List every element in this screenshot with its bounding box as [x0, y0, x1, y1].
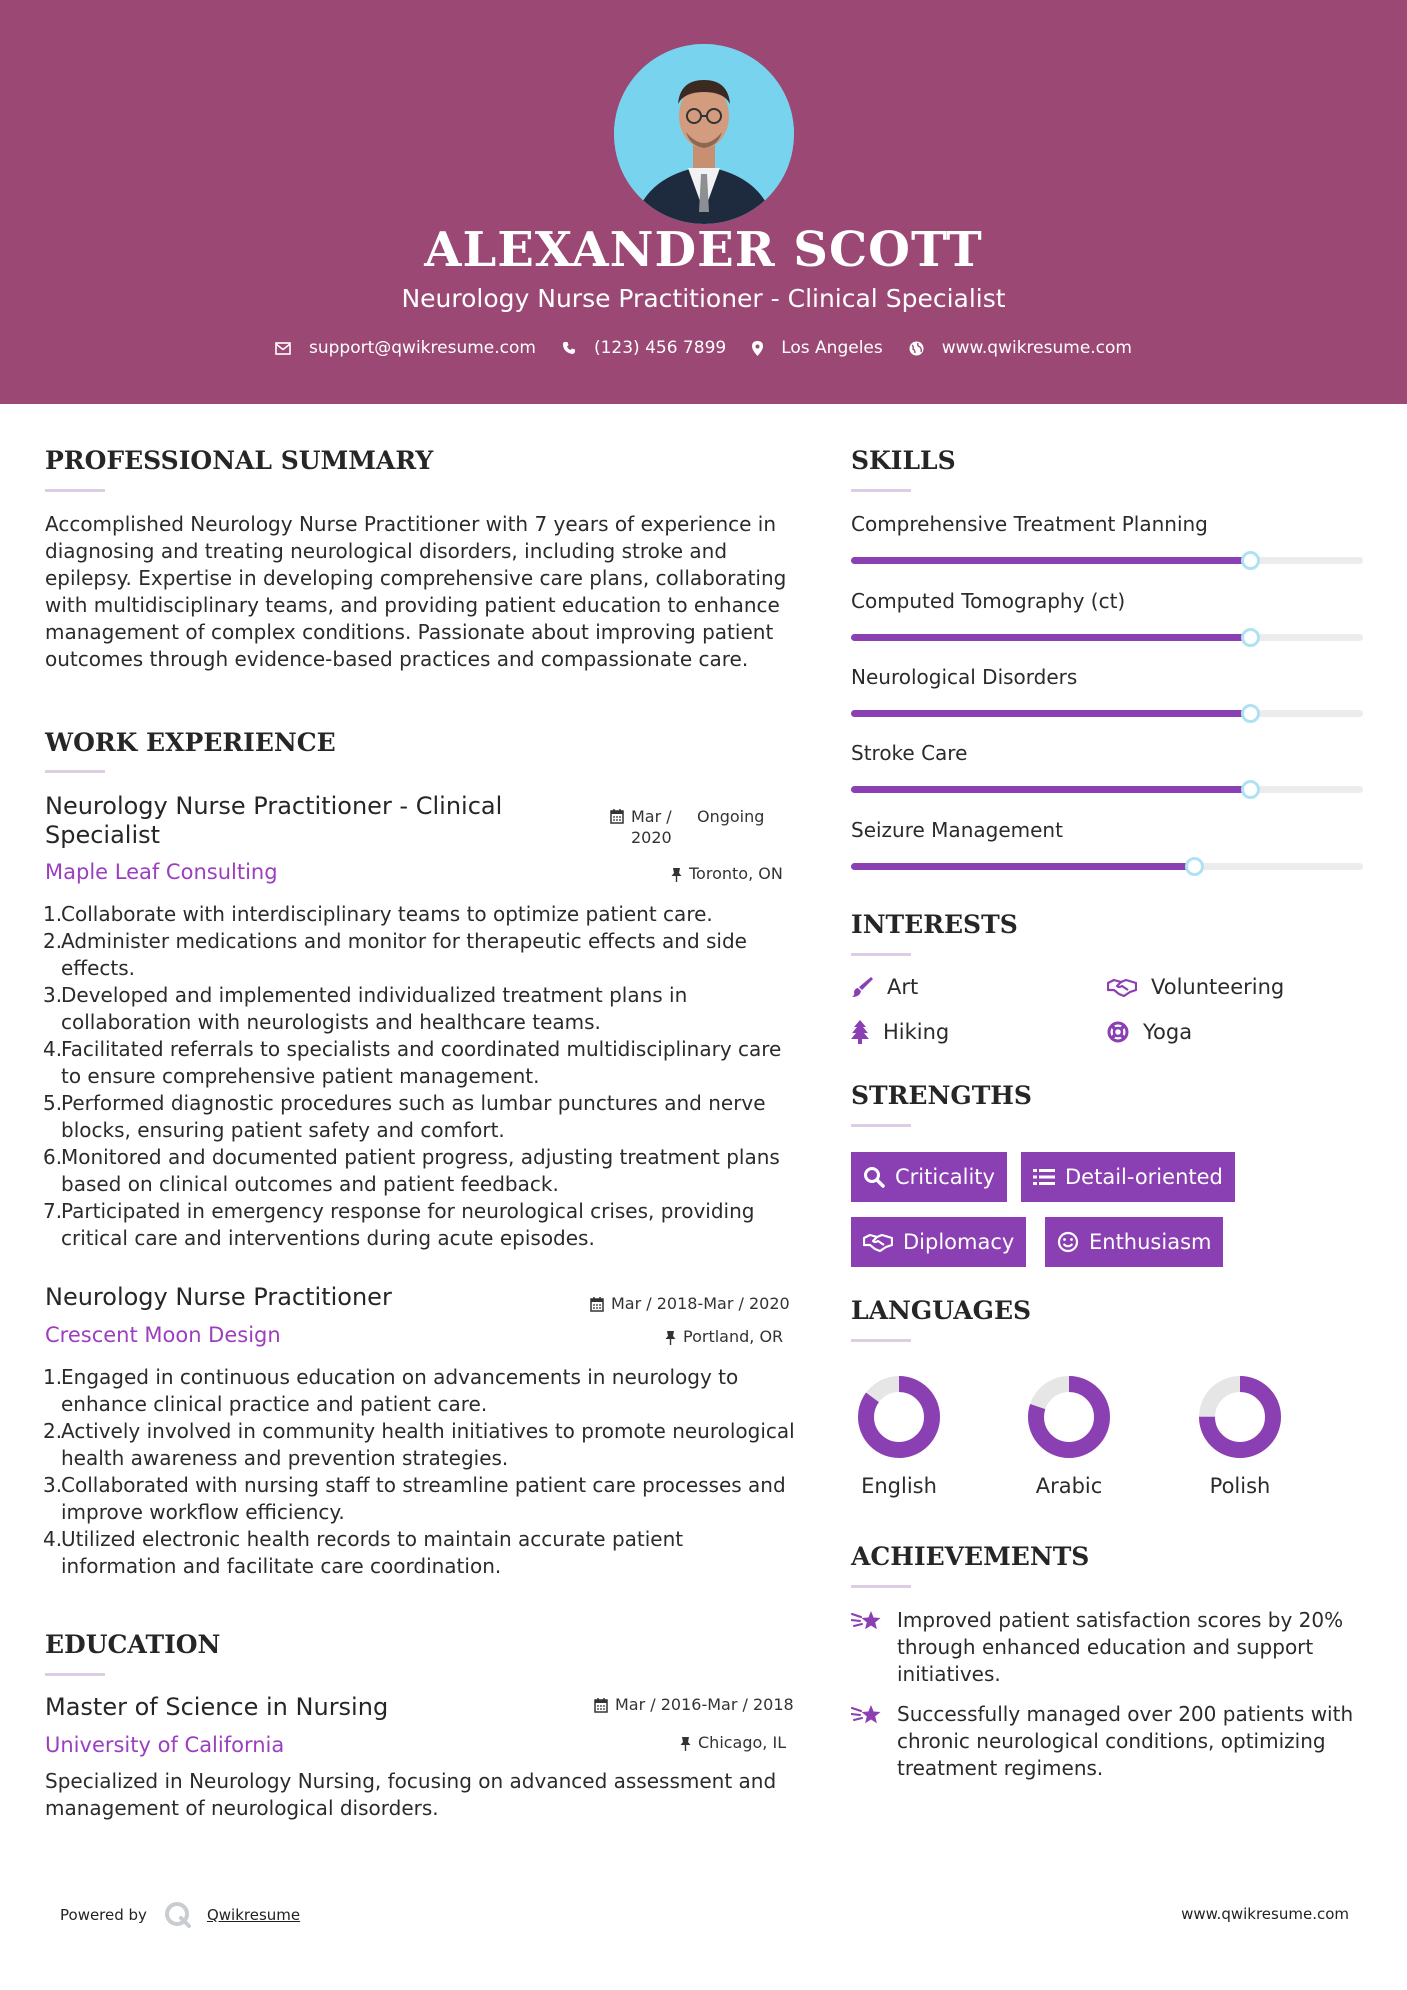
job-title: Neurology Nurse Practitioner: [45, 1283, 392, 1311]
list-icon: [1033, 1168, 1055, 1186]
achievement-item: Successfully managed over 200 patients with chronic neurological conditions, optimizing treatment regimens.: [851, 1701, 1371, 1782]
skill-bar-knob: [1241, 551, 1260, 570]
smile-icon: [1057, 1231, 1079, 1253]
job-responsibilities: [43, 901, 803, 1252]
skill-bar: [851, 786, 1363, 793]
date-start: Mar / 2020: [631, 807, 672, 847]
contact-website[interactable]: [909, 338, 1132, 358]
contact-bar: [0, 338, 1407, 358]
languages-heading: LANGUAGES: [851, 1296, 1032, 1325]
language-item: [839, 1374, 959, 1498]
brand-link[interactable]: Qwikresume: [206, 1906, 301, 1924]
resume-header: [0, 0, 1407, 404]
section-divider: [851, 1124, 911, 1127]
paintbrush-icon: [851, 976, 873, 998]
interest-yoga: Yoga: [1107, 1020, 1192, 1044]
footer-website[interactable]: www.qwikresume.com: [1181, 1905, 1349, 1923]
education-dates: Mar / 2016-Mar / 2018: [594, 1695, 794, 1714]
skill-bar-fill: [851, 863, 1194, 870]
shooting-star-icon: [851, 1609, 883, 1633]
school-name: University of California: [45, 1733, 285, 1757]
strength-detail-oriented: Detail-oriented: [1021, 1152, 1235, 1202]
education-location: Chicago, IL: [680, 1733, 786, 1752]
skill-bar: [851, 557, 1363, 564]
skill-bar-knob: [1241, 628, 1260, 647]
company-name: Maple Leaf Consulting: [45, 860, 278, 884]
language-donut: [1026, 1374, 1112, 1460]
interests-heading: INTERESTS: [851, 910, 1018, 939]
skill-bar-fill: [851, 786, 1250, 793]
strength-enthusiasm: Enthusiasm: [1045, 1217, 1223, 1267]
pushpin-icon: [671, 867, 682, 882]
list-item: 4. Facilitated referrals to specialists and coordinated multidisciplinary care to ensure comprehensive patient management.: [43, 1037, 782, 1088]
qwikresume-logo-icon: [163, 1900, 193, 1930]
calendar-icon: [594, 1698, 608, 1713]
candidate-title: Neurology Nurse Practitioner - Clinical Specialist: [401, 284, 1006, 313]
lifering-icon: [1107, 1021, 1129, 1043]
education-heading: EDUCATION: [45, 1630, 221, 1659]
list-item: 1. Collaborate with interdisciplinary teams to optimize patient care.: [43, 902, 713, 926]
skill-label: Neurological Disorders: [851, 665, 1078, 689]
skill-bar-fill: [851, 634, 1250, 641]
skill-bar-fill: [851, 710, 1250, 717]
skill-bar: [851, 863, 1363, 870]
calendar-icon: [610, 809, 624, 824]
list-item: 7. Participated in emergency response for neurological crises, providing critical care and interventions during acute episodes.: [43, 1199, 755, 1250]
company-name: Crescent Moon Design: [45, 1323, 281, 1347]
globe-icon: [909, 341, 924, 356]
section-divider: [45, 770, 105, 773]
profile-photo: [614, 44, 794, 224]
calendar-icon: [590, 1297, 604, 1312]
list-item: 2. Administer medications and monitor for therapeutic effects and side effects.: [43, 929, 747, 980]
list-item: 3. Developed and implemented individualized treatment plans in collaboration with neurologists and healthcare teams.: [43, 983, 688, 1034]
list-item: 4. Utilized electronic health records to maintain accurate patient information and facilitate care coordination.: [43, 1527, 684, 1578]
tree-icon: [851, 1020, 869, 1044]
language-donut: [1197, 1374, 1283, 1460]
job-dates: [610, 806, 765, 848]
strengths-heading: STRENGTHS: [851, 1081, 1032, 1110]
language-label: Arabic: [1035, 1474, 1103, 1498]
section-divider: [851, 489, 911, 492]
summary-text: Accomplished Neurology Nurse Practitioner with 7 years of experience in diagnosing and treating neurological disorders, including stroke and epilepsy. Expertise in developing comprehensive care plans, collaborating with multidisciplinary teams, and providing patient education to enhance management of complex conditions. Passionate about improving patient outcomes through evidence-based practices and compassionate care.: [45, 512, 787, 671]
list-item: 3. Collaborated with nursing staff to streamline patient care processes and improve workflow efficiency.: [43, 1473, 786, 1524]
education-description: Specialized in Neurology Nursing, focusing on advanced assessment and management of neurological disorders.: [45, 1769, 777, 1820]
section-divider: [851, 953, 911, 956]
handshake-icon: [1107, 977, 1137, 997]
language-label: Polish: [1209, 1474, 1271, 1498]
pushpin-icon: [665, 1330, 676, 1345]
handshake-icon: [863, 1232, 893, 1252]
contact-phone[interactable]: [562, 338, 726, 358]
list-item: 6. Monitored and documented patient progress, adjusting treatment plans based on clinical outcomes and patient feedback.: [43, 1145, 780, 1196]
job-title: Neurology Nurse Practitioner - Clinical Specialist: [45, 792, 503, 849]
skill-bar-knob: [1241, 704, 1260, 723]
map-marker-icon: [752, 341, 763, 356]
section-divider: [851, 1339, 911, 1342]
search-icon: [863, 1166, 885, 1188]
skill-bar-knob: [1241, 780, 1260, 799]
date-end: Ongoing: [697, 807, 765, 826]
interest-volunteering: Volunteering: [1107, 975, 1284, 999]
skills-heading: SKILLS: [851, 446, 956, 475]
interest-hiking: Hiking: [851, 1020, 949, 1044]
email-text: support@qwikresume.com: [309, 338, 536, 358]
skill-bar: [851, 634, 1363, 641]
achievements-heading: ACHIEVEMENTS: [851, 1542, 1090, 1571]
skill-bar-knob: [1185, 857, 1204, 876]
job-location: Portland, OR: [665, 1327, 783, 1346]
job-dates: Mar / 2018-Mar / 2020: [590, 1294, 790, 1313]
pushpin-icon: [680, 1736, 691, 1751]
degree-title: Master of Science in Nursing: [45, 1693, 389, 1721]
candidate-name: ALEXANDER SCOTT: [424, 222, 983, 278]
shooting-star-icon: [851, 1703, 883, 1727]
skill-bar: [851, 710, 1363, 717]
achievement-item: Improved patient satisfaction scores by 20% through enhanced education and support initiatives.: [851, 1607, 1371, 1688]
job-location: Toronto, ON: [671, 864, 783, 883]
phone-text: (123) 456 7899: [593, 338, 727, 358]
section-divider: [851, 1585, 911, 1588]
section-divider: [45, 1673, 105, 1676]
envelope-icon: [275, 342, 291, 355]
phone-icon: [562, 341, 576, 355]
location-text: Los Angeles: [781, 338, 883, 358]
language-item: [1180, 1374, 1300, 1498]
contact-location: [752, 338, 883, 358]
skill-bar-fill: [851, 557, 1250, 564]
section-divider: [45, 489, 105, 492]
website-text: www.qwikresume.com: [941, 338, 1132, 358]
strength-diplomacy: Diplomacy: [851, 1217, 1026, 1267]
language-item: [1009, 1374, 1129, 1498]
list-item: 2. Actively involved in community health initiatives to promote neurological health awareness and prevention strategies.: [43, 1419, 795, 1470]
language-label: English: [861, 1474, 937, 1498]
experience-heading: WORK EXPERIENCE: [45, 728, 336, 757]
skill-label: Comprehensive Treatment Planning: [851, 512, 1208, 536]
interest-art: Art: [851, 975, 918, 999]
language-donut: [856, 1374, 942, 1460]
strength-criticality: Criticality: [851, 1152, 1007, 1202]
list-item: 5. Performed diagnostic procedures such as lumbar punctures and nerve blocks, ensuring patient safety and comfort.: [43, 1091, 766, 1142]
skill-label: Stroke Care: [851, 741, 968, 765]
powered-by: Powered by Qwikresume: [60, 1900, 300, 1930]
contact-email[interactable]: [275, 338, 536, 358]
skill-label: Seizure Management: [851, 818, 1063, 842]
list-item: 1. Engaged in continuous education on advancements in neurology to enhance clinical practice and patient care.: [43, 1365, 739, 1416]
skill-label: Computed Tomography (ct): [851, 589, 1126, 613]
summary-heading: PROFESSIONAL SUMMARY: [45, 446, 434, 475]
job-responsibilities: [43, 1364, 803, 1580]
